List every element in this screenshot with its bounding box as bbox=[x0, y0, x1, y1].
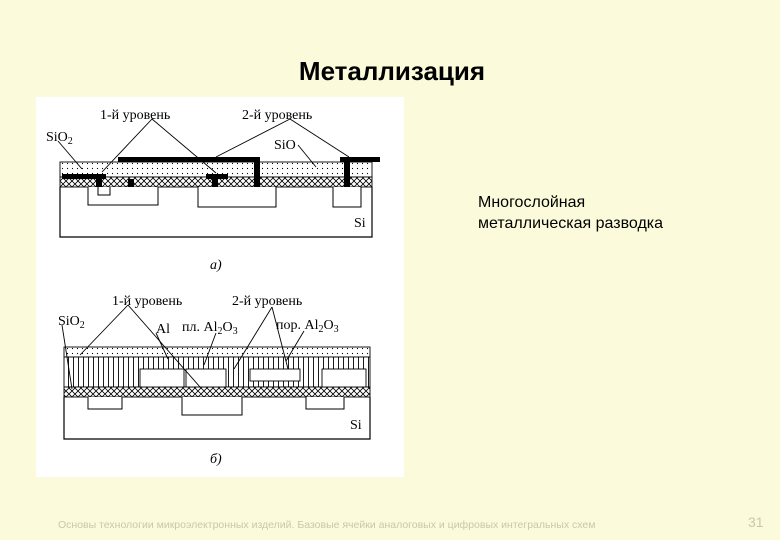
label-b-sio2: SiO$_2$ bbox=[58, 314, 85, 331]
diffusion-b3 bbox=[306, 397, 344, 409]
label-b-level1: 1-й уровень bbox=[112, 294, 183, 309]
caption-line-2: металлическая разводка bbox=[478, 215, 664, 232]
metal2-a-plug bbox=[254, 157, 260, 187]
label-a-level2: 2-й уровень bbox=[242, 108, 313, 123]
caption-line-1: Многослойная bbox=[478, 194, 586, 211]
diffusion-a2 bbox=[198, 187, 276, 207]
metal2-a-plug-right bbox=[344, 157, 350, 187]
diagram-b bbox=[58, 294, 370, 467]
slide-title-text: Металлизация bbox=[298, 56, 486, 86]
label-b-al: Al bbox=[156, 322, 170, 337]
footer-text: Основы технологии микроэлектронных изделий. Базовые ячейки аналоговых и цифровых интегральных схем bbox=[58, 519, 596, 531]
label-b-level2: 2-й уровень bbox=[232, 294, 303, 309]
via-a2 bbox=[128, 179, 134, 187]
top-oxide-b bbox=[64, 347, 370, 357]
caption-a: а) bbox=[210, 258, 222, 273]
diagram-a bbox=[46, 108, 380, 273]
al-block-b4 bbox=[322, 369, 366, 387]
diffusion-b1 bbox=[88, 397, 122, 409]
label-a-sio2: SiO$_2$ bbox=[46, 130, 73, 147]
slide-title bbox=[0, 56, 780, 87]
contact-well-a1 bbox=[98, 187, 110, 195]
metal2-a-main bbox=[118, 157, 258, 162]
label-a-si: Si bbox=[354, 216, 366, 231]
caption-b: б) bbox=[210, 452, 222, 467]
al-block-b3 bbox=[250, 369, 300, 381]
metal1-a-mid bbox=[206, 174, 228, 179]
metallization-figure bbox=[36, 97, 404, 477]
label-b-pl-al2o3: пл. $Al_2O_3$ bbox=[182, 320, 238, 337]
label-b-por-al2o3: пор. $Al_2O_3$ bbox=[276, 318, 339, 335]
cross-section-diagrams bbox=[36, 97, 404, 477]
label-a-sio: SiO bbox=[274, 138, 296, 153]
diffusion-b2 bbox=[182, 397, 242, 415]
leader-a-level2b bbox=[290, 119, 349, 157]
al-block-b1 bbox=[140, 369, 184, 387]
page-number: 31 bbox=[748, 514, 764, 530]
sio2-layer-b bbox=[64, 387, 370, 397]
metal1-a-left bbox=[62, 174, 106, 179]
via-a1 bbox=[96, 179, 102, 187]
diffusion-a3 bbox=[333, 187, 361, 207]
via-a3 bbox=[212, 179, 218, 187]
label-a-level1: 1-й уровень bbox=[100, 108, 171, 123]
figure-caption bbox=[478, 192, 663, 234]
label-b-si: Si bbox=[350, 418, 362, 433]
